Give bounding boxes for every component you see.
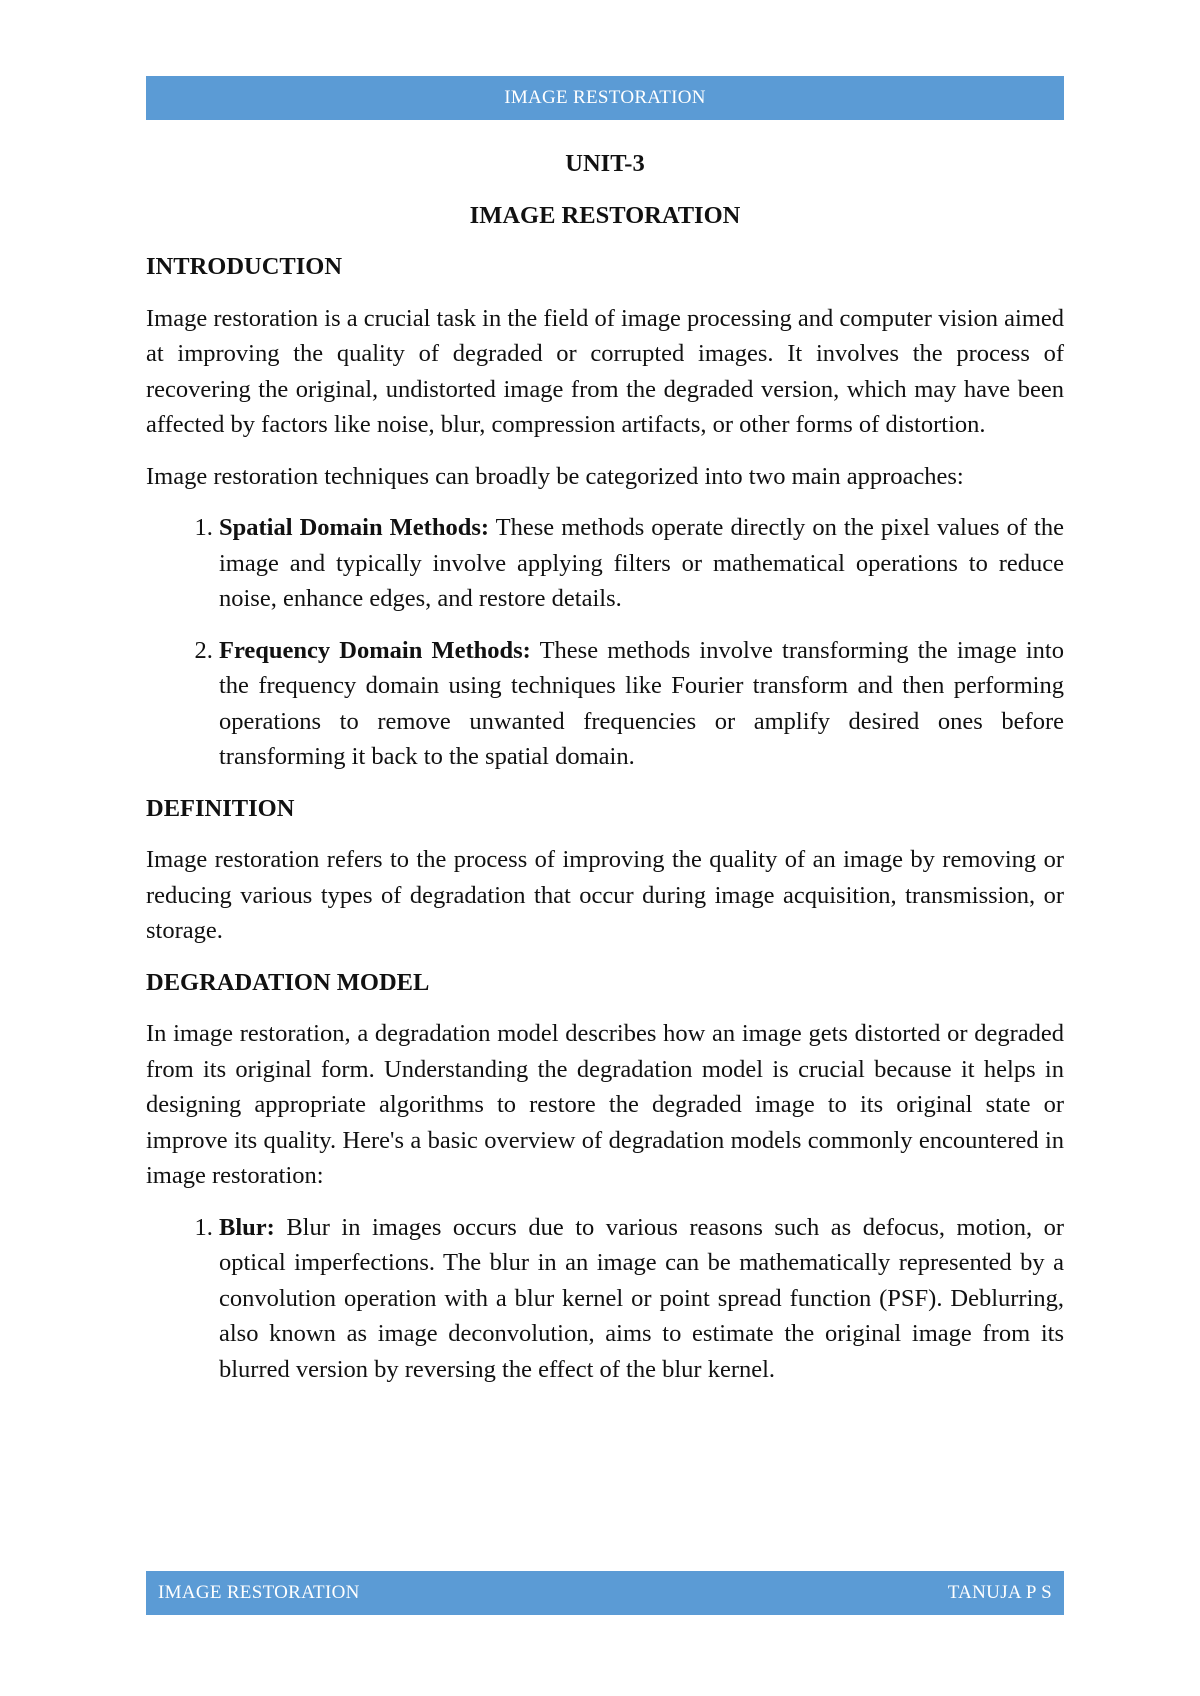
unit-label: UNIT-3: [565, 150, 645, 177]
list-item: [219, 1210, 1064, 1388]
list-item-term: Frequency Domain Methods:: [219, 636, 531, 664]
document-title: IMAGE RESTORATION: [469, 201, 741, 229]
list-item-text: Blur in images occurs due to various reasons such as defocus, motion, or optical imperfections. The blur in an image can be mathematically represented by a convolution operation with a blur kernel or point spread function (PSF). Deblurring, also known as image deconvolution, aims to estimate the original image from its blurred version by reversing the effect of the blur kernel.: [219, 1213, 1065, 1383]
header-title: IMAGE RESTORATION: [504, 87, 706, 108]
list-item-text: These methods involve transforming the image into the frequency domain using techniques like Fourier transform and then performing operations to remove unwanted frequencies or amplify desired ones before transforming it back to the spatial domain.: [219, 636, 1064, 770]
list-item-term: Blur:: [219, 1213, 275, 1241]
definition-paragraph: Image restoration refers to the process of improving the quality of an image by removing or reducing various types of degradation that occur during image acquisition, transmission, or storage.: [146, 846, 1064, 944]
introduction-paragraph-2: Image restoration techniques can broadly be categorized into two main approaches:: [146, 462, 964, 490]
degradation-model-heading: DEGRADATION MODEL: [146, 968, 430, 996]
list-item: [219, 510, 1064, 617]
introduction-paragraph-1: Image restoration is a crucial task in the field of image processing and computer vision aimed at improving the quality of degraded or corrupted images. It involves the process of recovering the original, undistorted image from the degraded version, which may have been affected by factors like noise, blur, compression artifacts, or other forms of distortion.: [146, 304, 1064, 438]
degradation-list: [146, 1210, 1064, 1388]
list-item-term: Spatial Domain Methods:: [219, 514, 490, 541]
definition-heading: DEFINITION: [146, 794, 295, 822]
approaches-list: [146, 510, 1064, 775]
introduction-heading: INTRODUCTION: [146, 253, 343, 280]
footer-left-text: IMAGE RESTORATION: [158, 1582, 360, 1603]
footer-author: TANUJA P S: [947, 1582, 1052, 1603]
degradation-model-paragraph: In image restoration, a degradation model describes how an image gets distorted or degraded from its original form. Understanding the degradation model is crucial because it helps in designing appropriate algorithms to restore the degraded image to its original state or improve its quality. Here's a basic overview of degradation models commonly encountered in image restoration:: [146, 1020, 1064, 1189]
document-body: [146, 146, 1064, 1403]
list-item: [219, 633, 1064, 775]
list-item-text: These methods operate directly on the pixel values of the image and typically involve applying filters or mathematical operations to reduce noise, enhance edges, and restore details.: [219, 514, 1064, 612]
page-header: [146, 76, 1064, 120]
page-footer: [146, 1571, 1064, 1615]
